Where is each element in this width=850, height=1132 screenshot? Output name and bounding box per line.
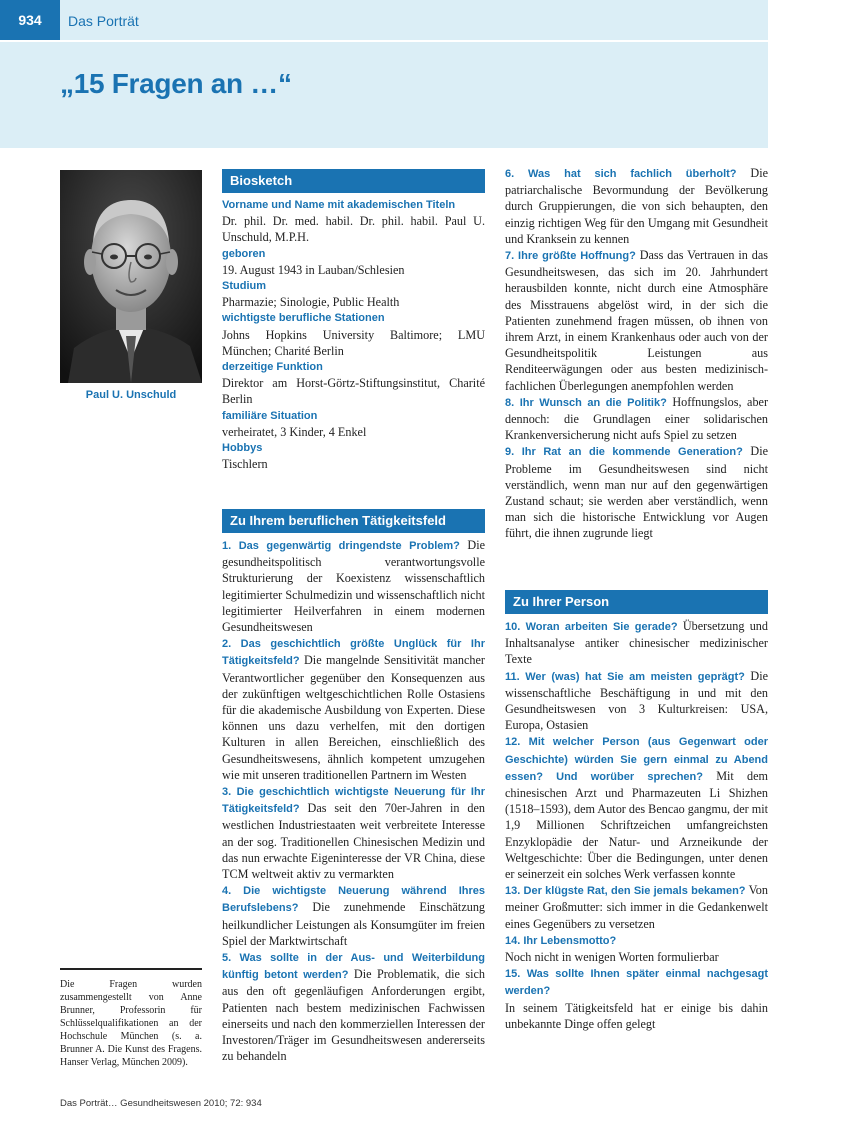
biosketch-label: wichtigste berufliche Stationen <box>222 312 385 325</box>
question-item <box>505 618 768 668</box>
answer-text: Die mangelnde Sensitivität mancher Verantwortlicher gegenüber den Konsequenzen aus der zukünftigen weltgeschichtlichen Rolle Ostasiens für die akademische Ausbildung von Experten. Diese können uns dazu verhelfen, mit den dortigen Kulturen in allen Bereichen, einschließlich des Gesundheitswesens, ähnlich kompetent umzugehen wie mit unseren traditionellen Partnern im Westen <box>222 653 485 782</box>
question-item <box>505 165 768 247</box>
question-item <box>505 932 768 965</box>
question-text: 13. Der klügste Rat, den Sie jemals bekamen? <box>505 885 746 898</box>
section-label: Das Porträt <box>68 13 139 29</box>
portrait-photo <box>60 170 202 383</box>
person-questions <box>505 618 768 1032</box>
biosketch-label: geboren <box>222 247 266 260</box>
question-text: 1. Das gegenwärtig dringendste Problem? <box>222 540 460 552</box>
question-item <box>505 443 768 541</box>
biosketch-label: familiäre Situation <box>222 409 318 422</box>
question-item <box>505 247 768 394</box>
question-item <box>505 394 768 444</box>
answer-text: In seinem Tätigkeitsfeld hat er einige bis dahin unbekannte Dinge offen gelegt <box>505 1000 768 1031</box>
question-item <box>505 733 768 882</box>
page-footer: Das Porträt… Gesundheitswesen 2010; 72: 934 <box>60 1098 262 1109</box>
credit-note: Die Fragen wurden zusammengestellt von Anne Brunner, Professorin für Schlüsselqualifikationen an der Hochschule München (s. a. Brunner A. Die Kunst des Fragens. Hanser Verlag, München 2009). <box>60 979 202 1068</box>
question-item <box>222 635 485 783</box>
question-text: 5. Was sollte in der Aus- und Weiterbildung künftig betont werden? <box>222 952 485 982</box>
question-text: 3. Die geschichtlich wichtigste Neuerung für Ihr Tätigkeitsfeld? <box>222 786 485 816</box>
beruf-questions-continued <box>505 165 768 542</box>
answer-text: Mit dem chinesischen Arzt und Pharmazeuten Li Shizhen (1518–1593), dem Autor des Bencao gangmu, der mit 1,9 Millionen Schriftzeichen umfangreichsten Enzyklopädie der Natur- und Arzneikunde der Weltgeschichte: Über die Bedingungen, unter denen er seinerzeit ein solches Werk verfassen konnte <box>505 768 769 882</box>
biosketch-label: Vorname und Name mit akademischen Titeln <box>222 199 456 211</box>
question-item <box>222 949 485 1064</box>
answer-text: Das seit den 70er-Jahren in den westlichen Industriestaaten weit verbreitete Interesse an der sog. Traditionellen Chinesischen Medizin und das nun erwachte Eigeninteresse der VR China, diese TCM weltweit aktiv zu vermarkten <box>222 801 485 882</box>
question-text: 14. Ihr Lebensmotto? <box>505 934 617 947</box>
answer-text: Die Problematik, die sich aus den oft gegenläufigen Anforderungen ergibt, Patienten nach bestem medizinischen Fachwissen einerseits und nach den kommerziellen Interessen der Investoren/Träger im Gesundheitswesen andererseits zu behandeln <box>222 967 485 1064</box>
biosketch-value: Dr. phil. Dr. med. habil. Dr. phil. habil. Paul U. Unschuld, M.P.H. <box>222 214 485 245</box>
answer-text: Von meiner Großmutter: sich immer in die Gedankenwelt eines Gegenübers zu versetzen <box>505 883 768 931</box>
credit-divider <box>60 968 202 970</box>
question-item <box>505 882 768 932</box>
question-item <box>222 882 485 949</box>
question-item <box>505 668 768 734</box>
answer-text: Die Probleme im Gesundheitswesen sind nicht verständlich, wenn man nur auf den gegenwärtigen Zustand schaut; sie werden aber verständlich, wenn man sich die historische Entwicklung vor Augen führt, die ihnen zugrunde liegt <box>505 444 768 541</box>
question-text: 10. Woran arbeiten Sie gerade? <box>505 621 678 633</box>
biosketch-body <box>222 197 485 472</box>
biosketch-value: Johns Hopkins University Baltimore; LMU München; Charité Berlin <box>222 327 485 358</box>
question-item <box>505 965 768 1032</box>
person-heading: Zu Ihrer Person <box>505 590 768 614</box>
answer-text: Noch nicht in wenigen Worten formulierbar <box>505 950 719 965</box>
biosketch-label: derzeitige Funktion <box>222 361 323 374</box>
question-text: 8. Ihr Wunsch an die Politik? <box>505 396 667 409</box>
question-text: 2. Das geschichtlich größte Unglück für Ihr Tätigkeitsfeld? <box>222 638 485 668</box>
question-text: 9. Ihr Rat an die kommende Generation? <box>505 446 743 459</box>
answer-text: Die gesundheitspolitisch verantwortungsvolle Strukturierung der Koexistenz wissenschaftlich legitimierter Schulmedizin und wissenschaftlich nicht legitimierter Heilverfahren in einem modernen Gesundheitswesen <box>222 538 486 635</box>
page-title: „15 Fragen an …“ <box>60 68 292 99</box>
question-text: 6. Was hat sich fachlich überholt? <box>505 168 737 180</box>
page-number: 934 <box>0 0 60 40</box>
question-item <box>222 783 485 882</box>
answer-text: Die wissenschaftliche Beschäftigung in und mit den Gesundheitswesen von 3 Kulturkreisen: USA, Europa, Ostasien <box>505 668 769 733</box>
question-text: 4. Die wichtigste Neuerung während Ihres Berufslebens? <box>222 885 485 915</box>
question-text: 7. Ihre größte Hoffnung? <box>505 250 636 263</box>
beruf-questions <box>222 537 485 1065</box>
question-text: 15. Was sollte Ihnen später einmal nachgesagt werden? <box>505 968 768 998</box>
question-text: 11. Wer (was) hat Sie am meisten geprägt? <box>505 670 745 683</box>
answer-text: Dass das Vertrauen in das Gesundheitswesen, das sich im 20. Jahrhundert herausbilden konnte, nicht durch eine Atmosphäre des Misstrauens abgelöst wird, in der sich die Patienten zunehmend fragen müssen, ob ihnen von ihrem Arzt, in einem Krankenhaus oder auch von der Gesundheitspolitik Leistungen aus Renditeerwägungen oder aus besten medizinisch-fachlichen Überlegungen anempfohlen werden <box>505 248 768 393</box>
biosketch-heading: Biosketch <box>222 169 485 193</box>
question-item <box>222 537 485 635</box>
biosketch-value: verheiratet, 3 Kinder, 4 Enkel <box>222 424 367 439</box>
answer-text: Die zunehmende Einschätzung heilkundlicher Leistungen als Konsumgüter im freien Spiel der Marktwirtschaft <box>222 900 486 948</box>
answer-text: Die patriarchalische Bevormundung der Bevölkerung durch Gruppierungen, die von sich behaupten, den einzig richtigen Weg für den Umgang mit Gesundheit und Kranksein zu kennen <box>505 166 768 246</box>
biosketch-label: Hobbys <box>222 442 263 455</box>
biosketch-label: Studium <box>222 280 266 293</box>
answer-text: Hoffnungslos, aber dennoch: die Grundlagen einer solidarischen Krankenversicherung nicht aufs Spiel zu setzen <box>505 394 769 443</box>
biosketch-value: Direktor am Horst-Görtz-Stiftungsinstitut, Charité Berlin <box>222 376 485 407</box>
question-text: 12. Mit welcher Person (aus Gegenwart oder Geschichte) würden Sie gern einmal zu Abend essen? Und worüber sprechen? <box>505 736 768 783</box>
biosketch-value: 19. August 1943 in Lauban/Schlesien <box>222 262 405 277</box>
biosketch-value: Pharmazie; Sinologie, Public Health <box>222 295 400 310</box>
portrait-caption: Paul U. Unschuld <box>85 389 177 401</box>
beruf-heading: Zu Ihrem beruflichen Tätigkeitsfeld <box>222 509 485 533</box>
answer-text: Übersetzung und Inhaltsanalyse antiker chinesischer medizinischer Texte <box>505 619 768 667</box>
biosketch-value: Tischlern <box>222 457 268 472</box>
